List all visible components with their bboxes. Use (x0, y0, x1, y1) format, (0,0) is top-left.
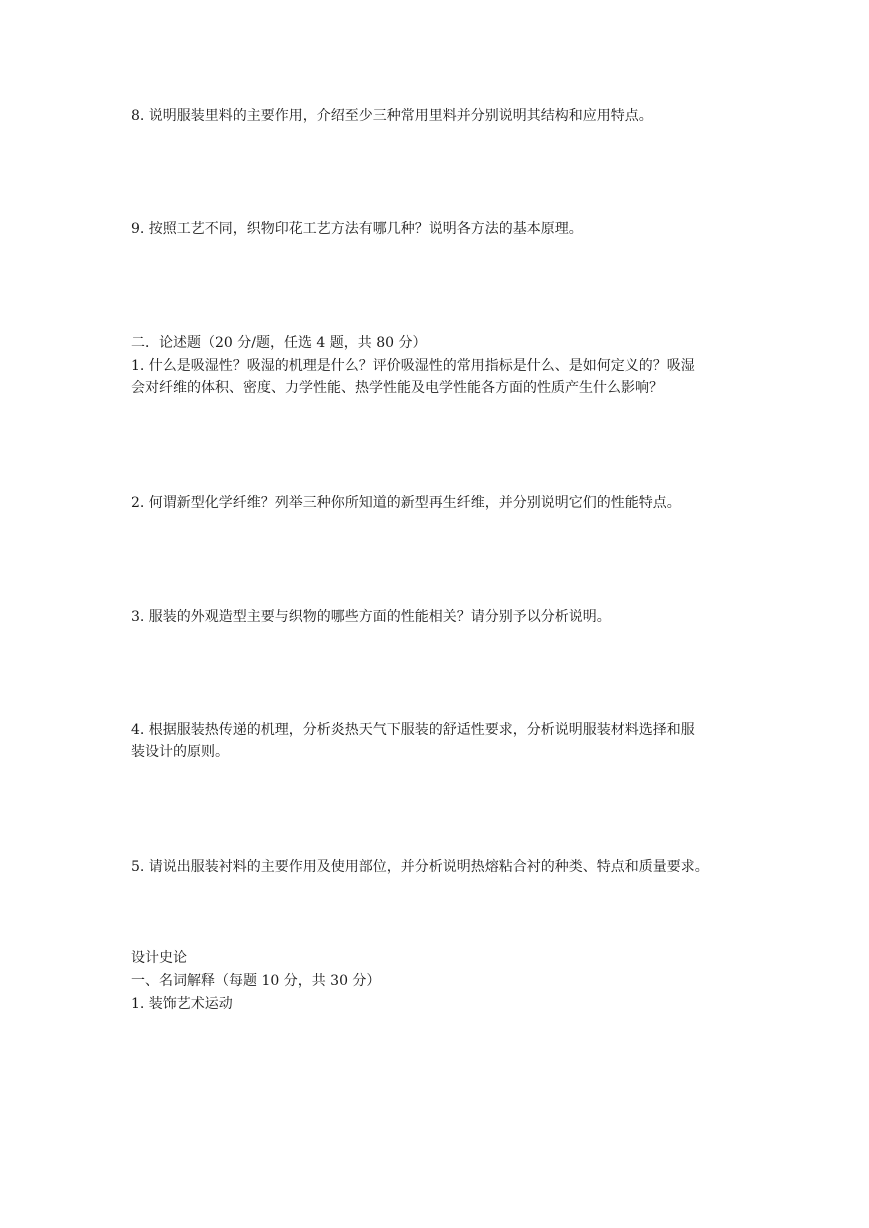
essay-question-1-line-2: 会对纤维的体积、密度、力学性能、热学性能及电学性能各方面的性质产生什么影响？ (131, 380, 663, 396)
essay-question-1-line-1: 1. 什么是吸湿性？吸湿的机理是什么？评价吸湿性的常用指标是什么、是如何定义的？吸湿 (131, 358, 695, 374)
essay-question-5: 5. 请说出服装衬料的主要作用及使用部位，并分析说明热熔粘合衬的种类、特点和质量要求。 (131, 859, 709, 875)
term-question-1: 1. 装饰艺术运动 (131, 996, 233, 1012)
section-two-heading: 二．论述题（20 分/题，任选 4 题，共 80 分） (131, 335, 427, 351)
term-explanation-heading: 一、名词解释（每题 10 分，共 30 分） (131, 973, 381, 989)
question-8: 8. 说明服装里料的主要作用，介绍至少三种常用里料并分别说明其结构和应用特点。 (131, 108, 653, 124)
question-9: 9. 按照工艺不同，织物印花工艺方法有哪几种？说明各方法的基本原理。 (131, 221, 583, 237)
essay-question-4-line-2: 装设计的原则。 (131, 744, 229, 760)
design-history-title: 设计史论 (131, 950, 187, 966)
essay-question-2: 2. 何谓新型化学纤维？列举三种你所知道的新型再生纤维，并分别说明它们的性能特点。 (131, 495, 681, 511)
essay-question-4-line-1: 4. 根据服装热传递的机理，分析炎热天气下服装的舒适性要求，分析说明服装材料选择和服 (131, 722, 695, 738)
essay-question-3: 3. 服装的外观造型主要与织物的哪些方面的性能相关？请分别予以分析说明。 (131, 609, 611, 625)
